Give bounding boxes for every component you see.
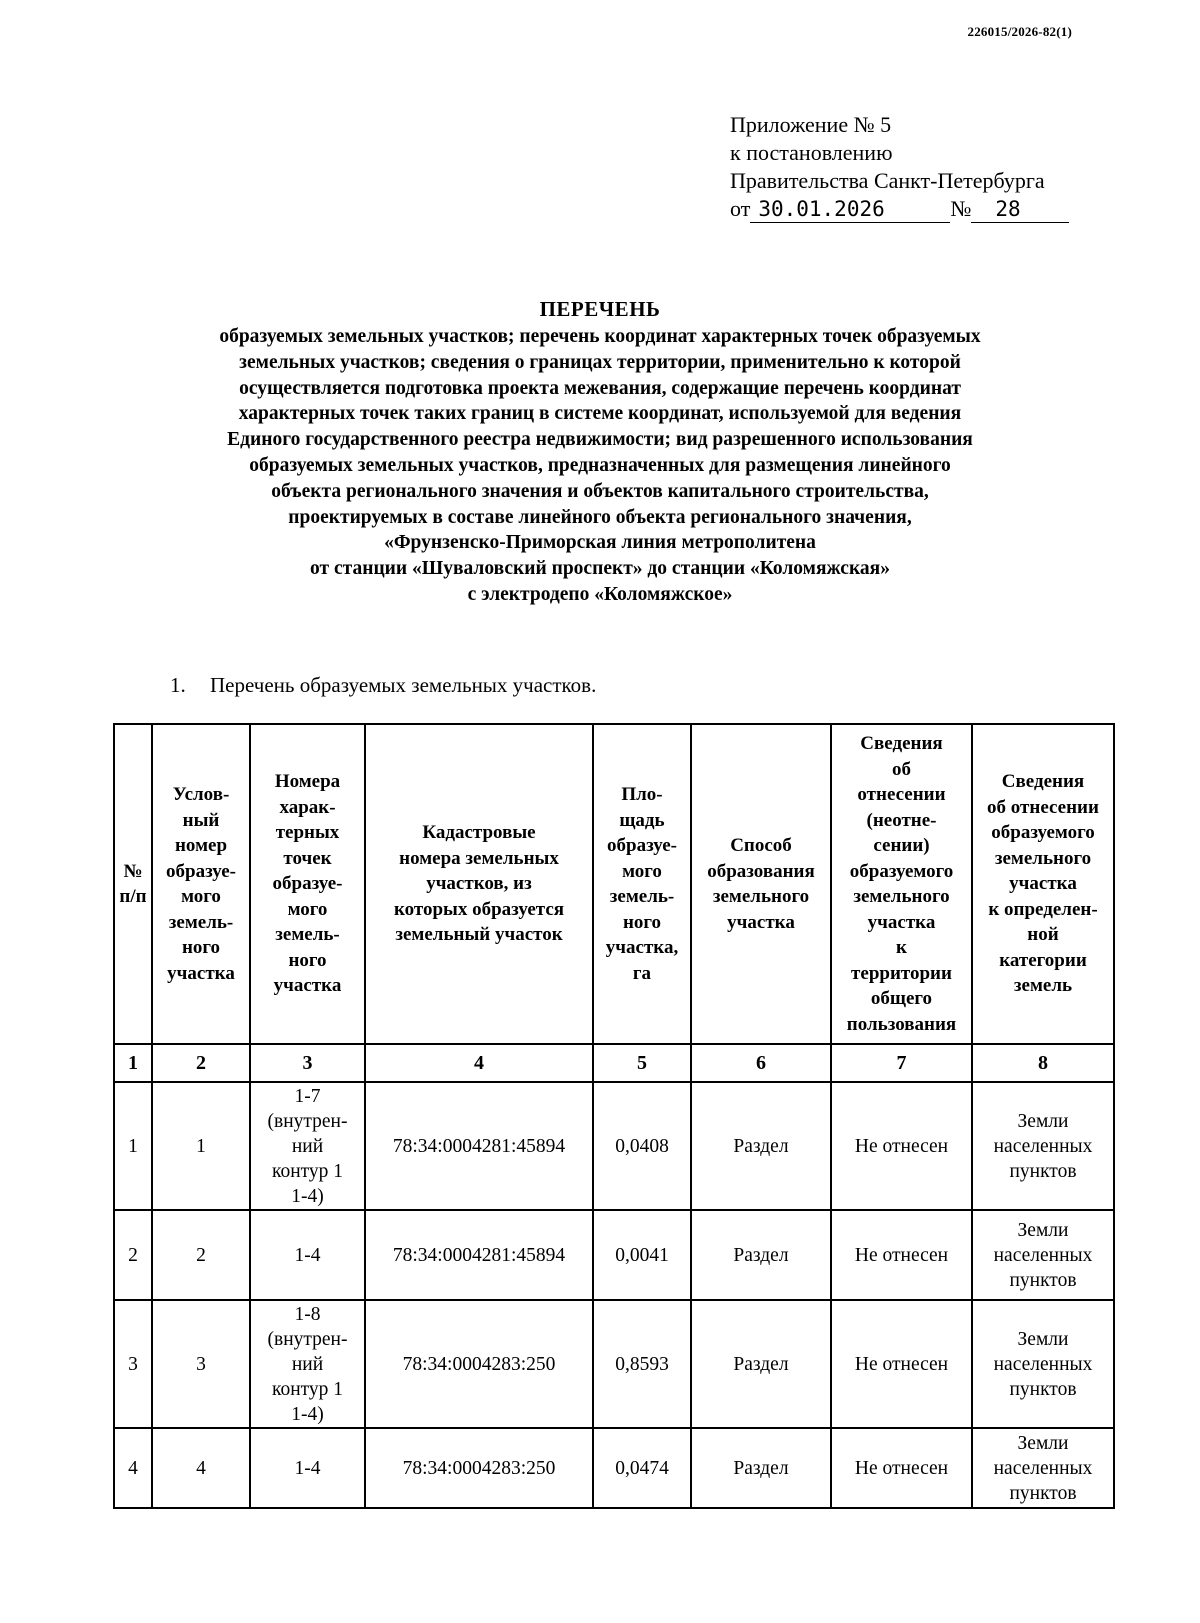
title-line: «Фрунзенско-Приморская линия метрополитена — [384, 532, 816, 554]
cell-public-territory: Не отнесен — [831, 1300, 972, 1428]
header-cell: Пло- щадь образуе- мого земель- ного участка, га — [593, 724, 691, 1044]
decree-date: 30.01.2026 — [750, 198, 950, 223]
decree-number: 28 — [971, 198, 1069, 223]
table-row — [114, 1300, 1114, 1428]
cell-public-territory: Не отнесен — [831, 1210, 972, 1300]
column-number: 6 — [691, 1044, 831, 1082]
cell-cadastral-number: 78:34:0004283:250 — [365, 1428, 593, 1508]
column-number: 2 — [152, 1044, 250, 1082]
number-prefix: № — [950, 196, 972, 221]
cell-land-category: Земли населенных пунктов — [972, 1300, 1114, 1428]
cell-land-category: Земли населенных пунктов — [972, 1210, 1114, 1300]
cell-index: 3 — [114, 1300, 152, 1428]
cell-cadastral-number: 78:34:0004281:45894 — [365, 1082, 593, 1210]
table-header-row — [114, 724, 1114, 1044]
cell-index: 4 — [114, 1428, 152, 1508]
table-row — [114, 1082, 1114, 1210]
column-number: 1 — [114, 1044, 152, 1082]
column-number: 3 — [250, 1044, 365, 1082]
column-numbers-row — [114, 1044, 1114, 1082]
title-lines — [150, 324, 1050, 608]
land-plots-table — [113, 723, 1115, 1509]
title-heading: ПЕРЕЧЕНЬ — [539, 297, 661, 321]
cell-plot-number: 4 — [152, 1428, 250, 1508]
title-line: осуществляется подготовка проекта межевания, содержащие перечень координат — [239, 377, 961, 399]
cell-area: 0,0408 — [593, 1082, 691, 1210]
appendix-date-row — [730, 195, 1069, 223]
cell-method: Раздел — [691, 1082, 831, 1210]
title-line: Единого государственного реестра недвижимости; вид разрешенного использования — [227, 429, 973, 451]
table-row — [114, 1428, 1114, 1508]
date-prefix: от — [730, 196, 751, 221]
section-number: 1. — [170, 673, 186, 697]
appendix-block — [730, 111, 1069, 223]
cell-method: Раздел — [691, 1300, 831, 1428]
title-line: образуемых земельных участков; перечень координат характерных точек образуемых — [219, 326, 981, 347]
title-line: земельных участков; сведения о границах территории, применительно к которой — [239, 351, 961, 373]
cell-plot-number: 1 — [152, 1082, 250, 1210]
header-cell: Кадастровые номера земельных участков, из которых образуется земельный участок — [365, 724, 593, 1044]
cell-points: 1-4 — [250, 1210, 365, 1300]
cell-method: Раздел — [691, 1210, 831, 1300]
header-cell: № п/п — [114, 724, 152, 1044]
cell-points: 1-4 — [250, 1428, 365, 1508]
cell-points: 1-7 (внутрен- ний контур 1 1-4) — [250, 1082, 365, 1210]
section-heading — [170, 672, 596, 698]
cell-public-territory: Не отнесен — [831, 1082, 972, 1210]
cell-index: 2 — [114, 1210, 152, 1300]
cell-area: 0,0041 — [593, 1210, 691, 1300]
cell-plot-number: 2 — [152, 1210, 250, 1300]
cell-public-territory: Не отнесен — [831, 1428, 972, 1508]
title-line: с электродепо «Коломяжское» — [467, 583, 733, 605]
appendix-line-3: Правительства Санкт-Петербурга — [730, 168, 1045, 193]
title-line: образуемых земельных участков, предназначенных для размещения линейного — [249, 454, 951, 476]
column-number: 8 — [972, 1044, 1114, 1082]
cell-points: 1-8 (внутрен- ний контур 1 1-4) — [250, 1300, 365, 1428]
column-number: 5 — [593, 1044, 691, 1082]
cell-area: 0,0474 — [593, 1428, 691, 1508]
header-cell: Способ образования земельного участка — [691, 724, 831, 1044]
title-line: проектируемых в составе линейного объекта регионального значения, — [288, 506, 912, 528]
column-number: 7 — [831, 1044, 972, 1082]
header-cell: Услов- ный номер образуе- мого земель- ного участка — [152, 724, 250, 1044]
cell-cadastral-number: 78:34:0004281:45894 — [365, 1210, 593, 1300]
header-cell: Сведения об отнесении образуемого земельного участка к определен- ной категории земель — [972, 724, 1114, 1044]
appendix-line-1: Приложение № 5 — [730, 112, 892, 137]
section-text: Перечень образуемых земельных участков. — [210, 673, 597, 697]
appendix-line-2: к постановлению — [730, 140, 893, 165]
cell-area: 0,8593 — [593, 1300, 691, 1428]
title-line: от станции «Шуваловский проспект» до станции «Коломяжская» — [310, 558, 890, 580]
document-title — [150, 296, 1050, 608]
cell-method: Раздел — [691, 1428, 831, 1508]
cell-plot-number: 3 — [152, 1300, 250, 1428]
title-line: объекта регионального значения и объектов капитального строительства, — [271, 480, 929, 502]
cell-cadastral-number: 78:34:0004283:250 — [365, 1300, 593, 1428]
column-number: 4 — [365, 1044, 593, 1082]
table-row — [114, 1210, 1114, 1300]
cell-land-category: Земли населенных пунктов — [972, 1428, 1114, 1508]
cell-land-category: Земли населенных пунктов — [972, 1082, 1114, 1210]
header-cell: Сведения об отнесении (неотне- сении) образуемого земельного участка к территории общего пользования — [831, 724, 972, 1044]
cell-index: 1 — [114, 1082, 152, 1210]
header-cell: Номера харак- терных точек образуе- мого земель- ного участка — [250, 724, 365, 1044]
document-id: 226015/2026-82(1) — [967, 24, 1072, 39]
title-line: характерных точек таких границ в системе координат, используемой для ведения — [238, 403, 962, 425]
